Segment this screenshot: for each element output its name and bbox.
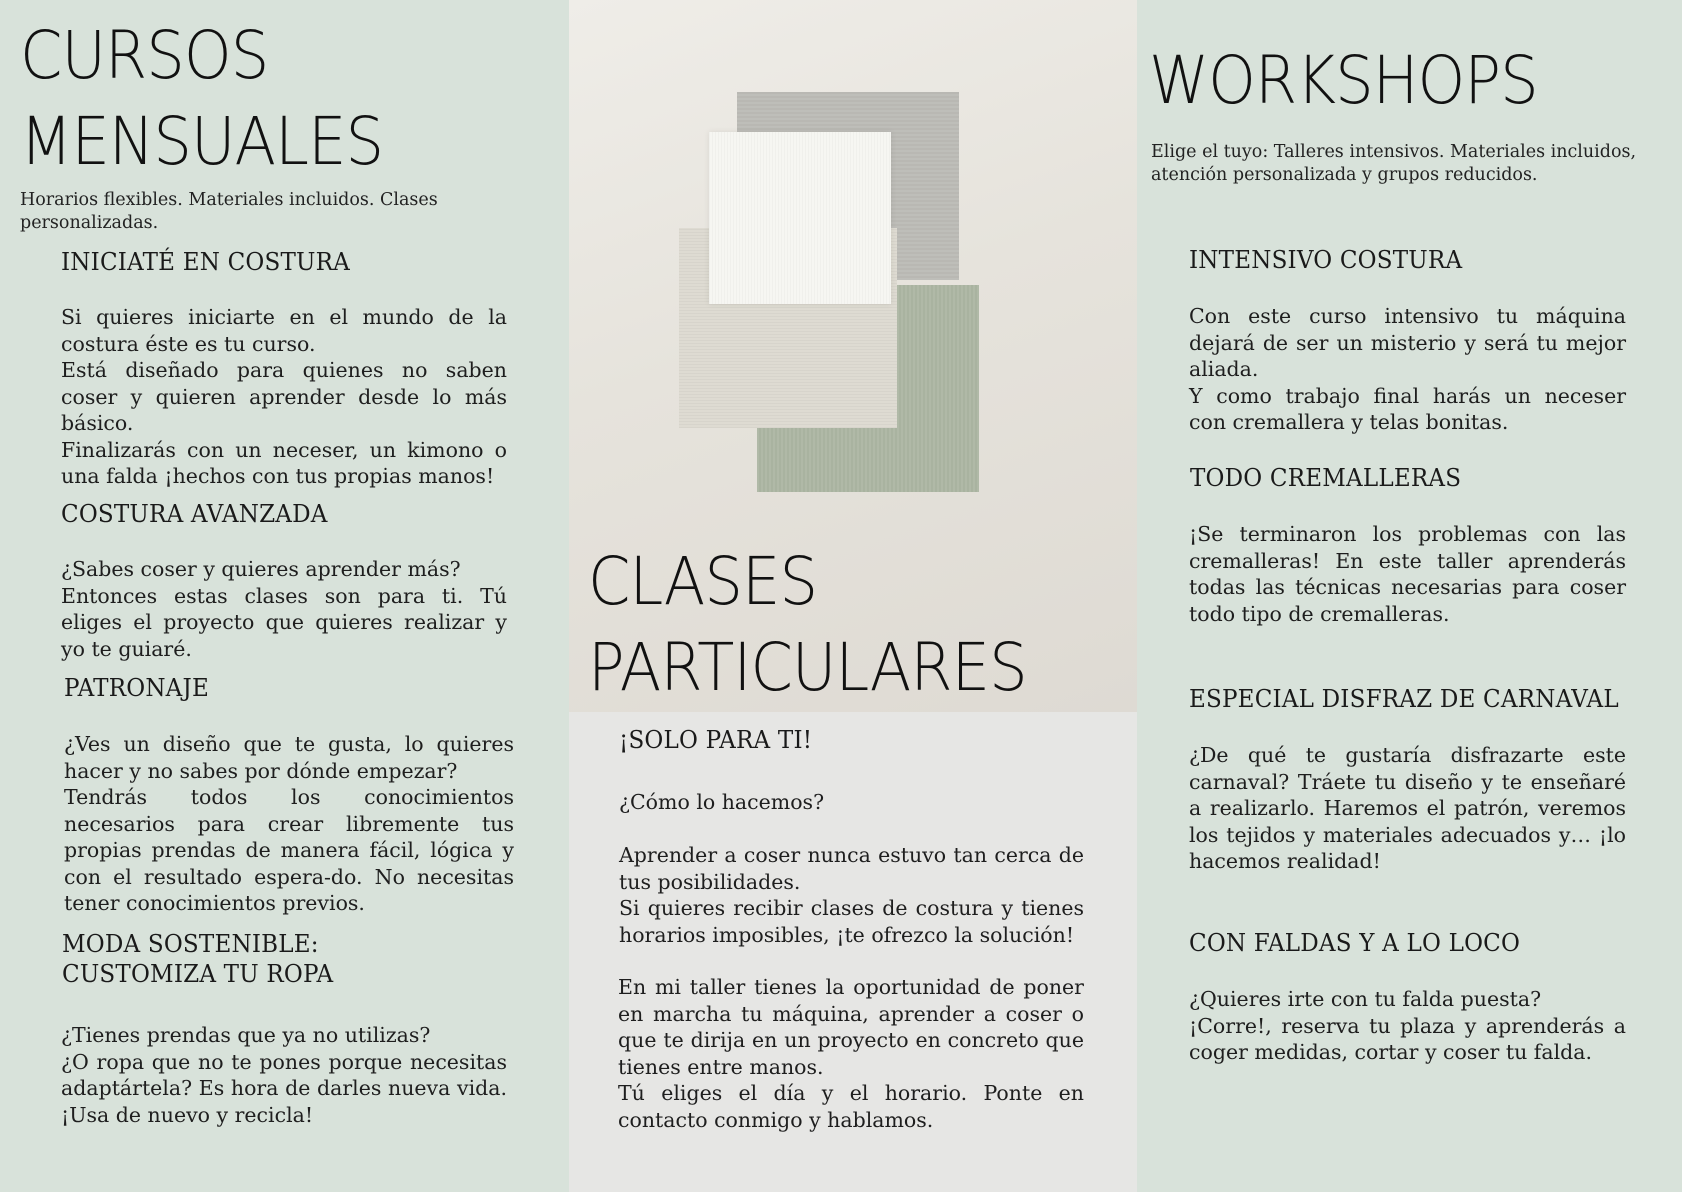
body-line: ¿Ves un diseño que te gusta, lo quieres hacer y no sabes por dónde empezar? <box>64 732 514 783</box>
cursos-title-line2: MENSUALES <box>20 103 384 180</box>
body-line: ¿Tienes prendas que ya no utilizas? <box>61 1023 431 1047</box>
body-line: ¡Se terminaron los problemas con las cremalleras! En este taller aprenderás todas las técnicas necesarias para coser todo tipo de cremalleras. <box>1189 522 1626 626</box>
body-line: Tú eliges el día y el horario. Ponte en contacto conmigo y hablamos. <box>618 1081 1084 1132</box>
section-body-todo-cremalleras <box>1189 521 1626 627</box>
body-line: ¿Sabes coser y quieres aprender más? <box>61 557 461 581</box>
body-line: Si quieres recibir clases de costura y tienes horarios imposibles, ¡te ofrezco la solución! <box>619 896 1084 947</box>
clases-title-line1: CLASES <box>588 543 818 620</box>
solo-para-ti-heading: ¡SOLO PARA TI! <box>619 726 813 754</box>
section-body-costura-avanzada <box>61 556 507 662</box>
section-title-moda-sostenible-1: MODA SOSTENIBLE: <box>62 930 319 958</box>
body-line: ¡Corre!, reserva tu plaza y aprenderás a coger medidas, cortar y coser tu falda. <box>1189 1013 1626 1064</box>
body-line: Tendrás todos los conocimientos necesarios para crear libremente tus propias prendas de manera fácil, lógica y con el resultado espera-do. No necesitas tener conocimientos previos. <box>64 785 514 915</box>
section-body-disfraz-carnaval <box>1189 742 1626 875</box>
body-line: ¿O ropa que no te pones porque necesitas adaptártela? Es hora de darles nueva vida. ¡Usa de nuevo y recicla! <box>61 1049 507 1127</box>
body-line: Finalizarás con un neceser, un kimono o una falda ¡hechos con tus propias manos! <box>61 437 507 488</box>
cursos-subtitle: Horarios flexibles. Materiales incluidos. Clases personalizadas. <box>20 190 438 233</box>
clases-title-line2: PARTICULARES <box>588 629 1027 706</box>
clases-para2 <box>618 974 1084 1133</box>
section-title-iniciate: INICIATÉ EN COSTURA <box>61 248 351 276</box>
section-title-intensivo-costura: INTENSIVO COSTURA <box>1189 246 1463 274</box>
section-title-disfraz-carnaval: ESPECIAL DISFRAZ DE CARNAVAL <box>1189 685 1619 713</box>
body-line: En mi taller tienes la oportunidad de poner en marcha tu máquina, aprender a coser o que te dirija en un proyecto en concreto que tienes entre manos. <box>618 975 1084 1079</box>
body-line: Aprender a coser nunca estuvo tan cerca de tus posibilidades. <box>619 843 1084 894</box>
section-body-intensivo-costura <box>1189 303 1626 436</box>
body-line: Y como trabajo final harás un neceser con cremallera y telas bonitas. <box>1189 383 1626 434</box>
section-title-con-faldas: CON FALDAS Y A LO LOCO <box>1189 929 1521 957</box>
section-title-todo-cremalleras: TODO CREMALLERAS <box>1190 464 1462 492</box>
body-line: Entonces estas clases son para ti. Tú eliges el proyecto que quieres realizar y yo te guiaré. <box>61 583 507 661</box>
body-line: ¿De qué te gustaría disfrazarte este carnaval? Tráete tu diseño y te enseñaré a realizarlo. Haremos el patrón, veremos los tejidos y materiales adecuados y… ¡lo hacemos realidad! <box>1189 743 1626 873</box>
section-title-patronaje: PATRONAJE <box>64 674 209 702</box>
panel-cursos-mensuales <box>0 0 569 1192</box>
workshops-subtitle: Elige el tuyo: Talleres intensivos. Materiales incluidos, atención personalizada y grupos reducidos. <box>1151 142 1637 185</box>
section-body-con-faldas <box>1189 986 1626 1066</box>
section-body-patronaje <box>64 731 514 917</box>
body-line: Si quieres iniciarte en el mundo de la costura éste es tu curso. <box>61 305 507 356</box>
body-line: ¿Quieres irte con tu falda puesta? <box>1189 987 1542 1011</box>
panel-clases-particulares <box>569 0 1137 1192</box>
section-body-moda-sostenible <box>61 1022 507 1128</box>
panel-workshops <box>1137 0 1682 1192</box>
cursos-title-line1: CURSOS <box>20 17 269 94</box>
workshops-title: WORKSHOPS <box>1149 42 1538 119</box>
section-title-costura-avanzada: COSTURA AVANZADA <box>61 500 328 528</box>
clases-para1 <box>619 842 1084 948</box>
section-title-moda-sostenible-2: CUSTOMIZA TU ROPA <box>62 960 334 988</box>
body-line: Con este curso intensivo tu máquina dejará de ser un misterio y será tu mejor aliada. <box>1189 304 1626 381</box>
body-line: Está diseñado para quienes no saben coser y quieren aprender desde lo más básico. <box>61 358 507 435</box>
section-body-iniciate <box>61 304 507 490</box>
white-paper-swatch <box>709 132 891 304</box>
como-lo-hacemos: ¿Cómo lo hacemos? <box>619 790 825 814</box>
